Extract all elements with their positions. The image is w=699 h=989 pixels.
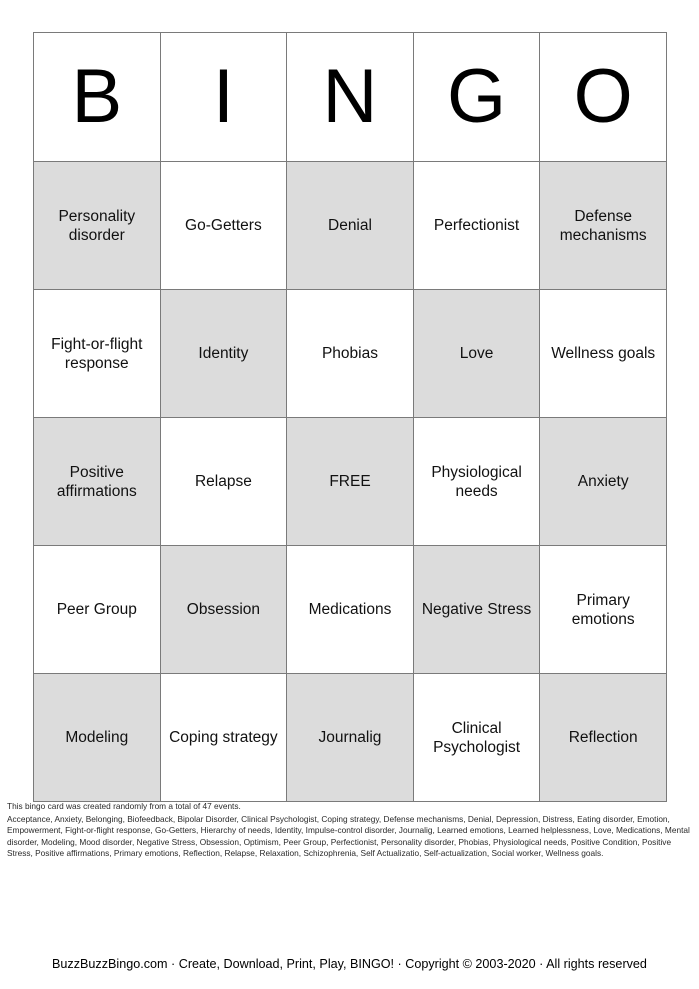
bingo-cell-label: Fight-or-flight response [51, 335, 143, 372]
bingo-cell-label: Medications [308, 601, 392, 618]
bingo-row [34, 674, 667, 802]
bingo-row [34, 162, 667, 290]
bingo-cell-label: Physiological needs [431, 463, 522, 500]
bingo-cell-label: Go-Getters [185, 217, 262, 234]
bingo-cell-label: Obsession [186, 601, 260, 618]
bingo-cell[interactable] [34, 546, 161, 674]
bingo-cell-label: Positive affirmations [56, 463, 137, 500]
footer [0, 955, 699, 973]
bingo-cell-label: Negative Stress [421, 601, 532, 618]
bingo-cell[interactable] [160, 162, 287, 290]
fineprint-block [7, 801, 693, 860]
bingo-cell[interactable] [34, 162, 161, 290]
bingo-cell-label: Relapse [194, 473, 252, 490]
bingo-cell[interactable] [540, 418, 667, 546]
bingo-cell[interactable] [160, 674, 287, 802]
bingo-cell[interactable] [287, 162, 414, 290]
bingo-cell[interactable] [287, 290, 414, 418]
bingo-free-cell-label: FREE [329, 473, 371, 490]
bingo-header-letter-i: I [212, 54, 234, 139]
bingo-cell-label: Identity [198, 345, 249, 362]
bingo-cell-label: Journalig [318, 729, 382, 746]
bingo-cell[interactable] [413, 162, 540, 290]
bingo-header-cell-n [287, 33, 414, 162]
bingo-cell-label: Perfectionist [433, 217, 520, 234]
bingo-cell[interactable] [413, 674, 540, 802]
bingo-header-letter-o: O [573, 54, 633, 139]
bingo-cell-label: Modeling [65, 729, 129, 746]
bingo-cell[interactable] [287, 674, 414, 802]
bingo-cell-label: Personality disorder [58, 207, 136, 244]
bingo-header-cell-i [160, 33, 287, 162]
bingo-cell-label: Primary emotions [571, 591, 635, 628]
bingo-cell-label: Coping strategy [169, 729, 278, 746]
bingo-cell[interactable] [413, 418, 540, 546]
bingo-cell[interactable] [540, 290, 667, 418]
bingo-header-cell-g [413, 33, 540, 162]
bingo-cell[interactable] [287, 546, 414, 674]
bingo-cell[interactable] [413, 546, 540, 674]
bingo-row [34, 290, 667, 418]
bingo-cell-label: Peer Group [56, 601, 137, 618]
bingo-row [34, 546, 667, 674]
bingo-header-cell-b [34, 33, 161, 162]
bingo-cell-label: Anxiety [577, 473, 629, 490]
fineprint-event-list: Acceptance, Anxiety, Belonging, Biofeedback, Bipolar Disorder, Clinical Psychologist, Coping strategy, Defense mechanisms, Denial, Depression, Distress, Eating disorder, Emotion, Empowerment, Fight-or-flight response, Go-Getters, Hierarchy of needs, Identity, Impulse-control disorder, Journalig, Learned emotions, Learned helplessness, Love, Medications, Mental disorder, Modeling, Mood disorder, Negative Stress, Obsession, Optimism, Peer Group, Perfectionist, Personality disorder, Phobias, Physiological needs, Positive Condition, Positive Stress, Positive affirmations, Primary emotions, Reflection, Relapse, Relaxation, Schizophrenia, Self Actualizatio, Self-actualization, Social worker, Wellness goals. [7, 813, 690, 859]
bingo-header-letter-n: N [322, 54, 378, 139]
fineprint-intro: This bingo card was created randomly from a total of 47 events. [7, 801, 241, 811]
bingo-cell[interactable] [34, 418, 161, 546]
bingo-cell-label: Denial [328, 217, 372, 234]
bingo-free-cell[interactable] [287, 418, 414, 546]
bingo-row [34, 418, 667, 546]
bingo-cell-label: Defense mechanisms [559, 207, 647, 244]
bingo-header-letter-g: G [447, 54, 507, 139]
bingo-cell-label: Reflection [568, 729, 638, 746]
bingo-cell[interactable] [540, 546, 667, 674]
bingo-grid [33, 32, 667, 802]
bingo-cell-label: Phobias [321, 345, 378, 362]
bingo-cell[interactable] [160, 546, 287, 674]
bingo-header-cell-o [540, 33, 667, 162]
footer-copyright: BuzzBuzzBingo.com · Create, Download, Print, Play, BINGO! · Copyright © 2003-2020 · All rights reserved [52, 957, 647, 971]
bingo-cell-label: Clinical Psychologist [433, 719, 521, 756]
bingo-cell[interactable] [160, 290, 287, 418]
bingo-cell[interactable] [413, 290, 540, 418]
bingo-header-letter-b: B [71, 54, 123, 139]
bingo-cell[interactable] [34, 290, 161, 418]
bingo-cell[interactable] [160, 418, 287, 546]
bingo-cell[interactable] [540, 162, 667, 290]
bingo-cell-label: Love [459, 345, 494, 362]
bingo-header-row [34, 33, 667, 162]
bingo-cell-label: Wellness goals [551, 345, 656, 362]
bingo-cell[interactable] [540, 674, 667, 802]
bingo-cell[interactable] [34, 674, 161, 802]
